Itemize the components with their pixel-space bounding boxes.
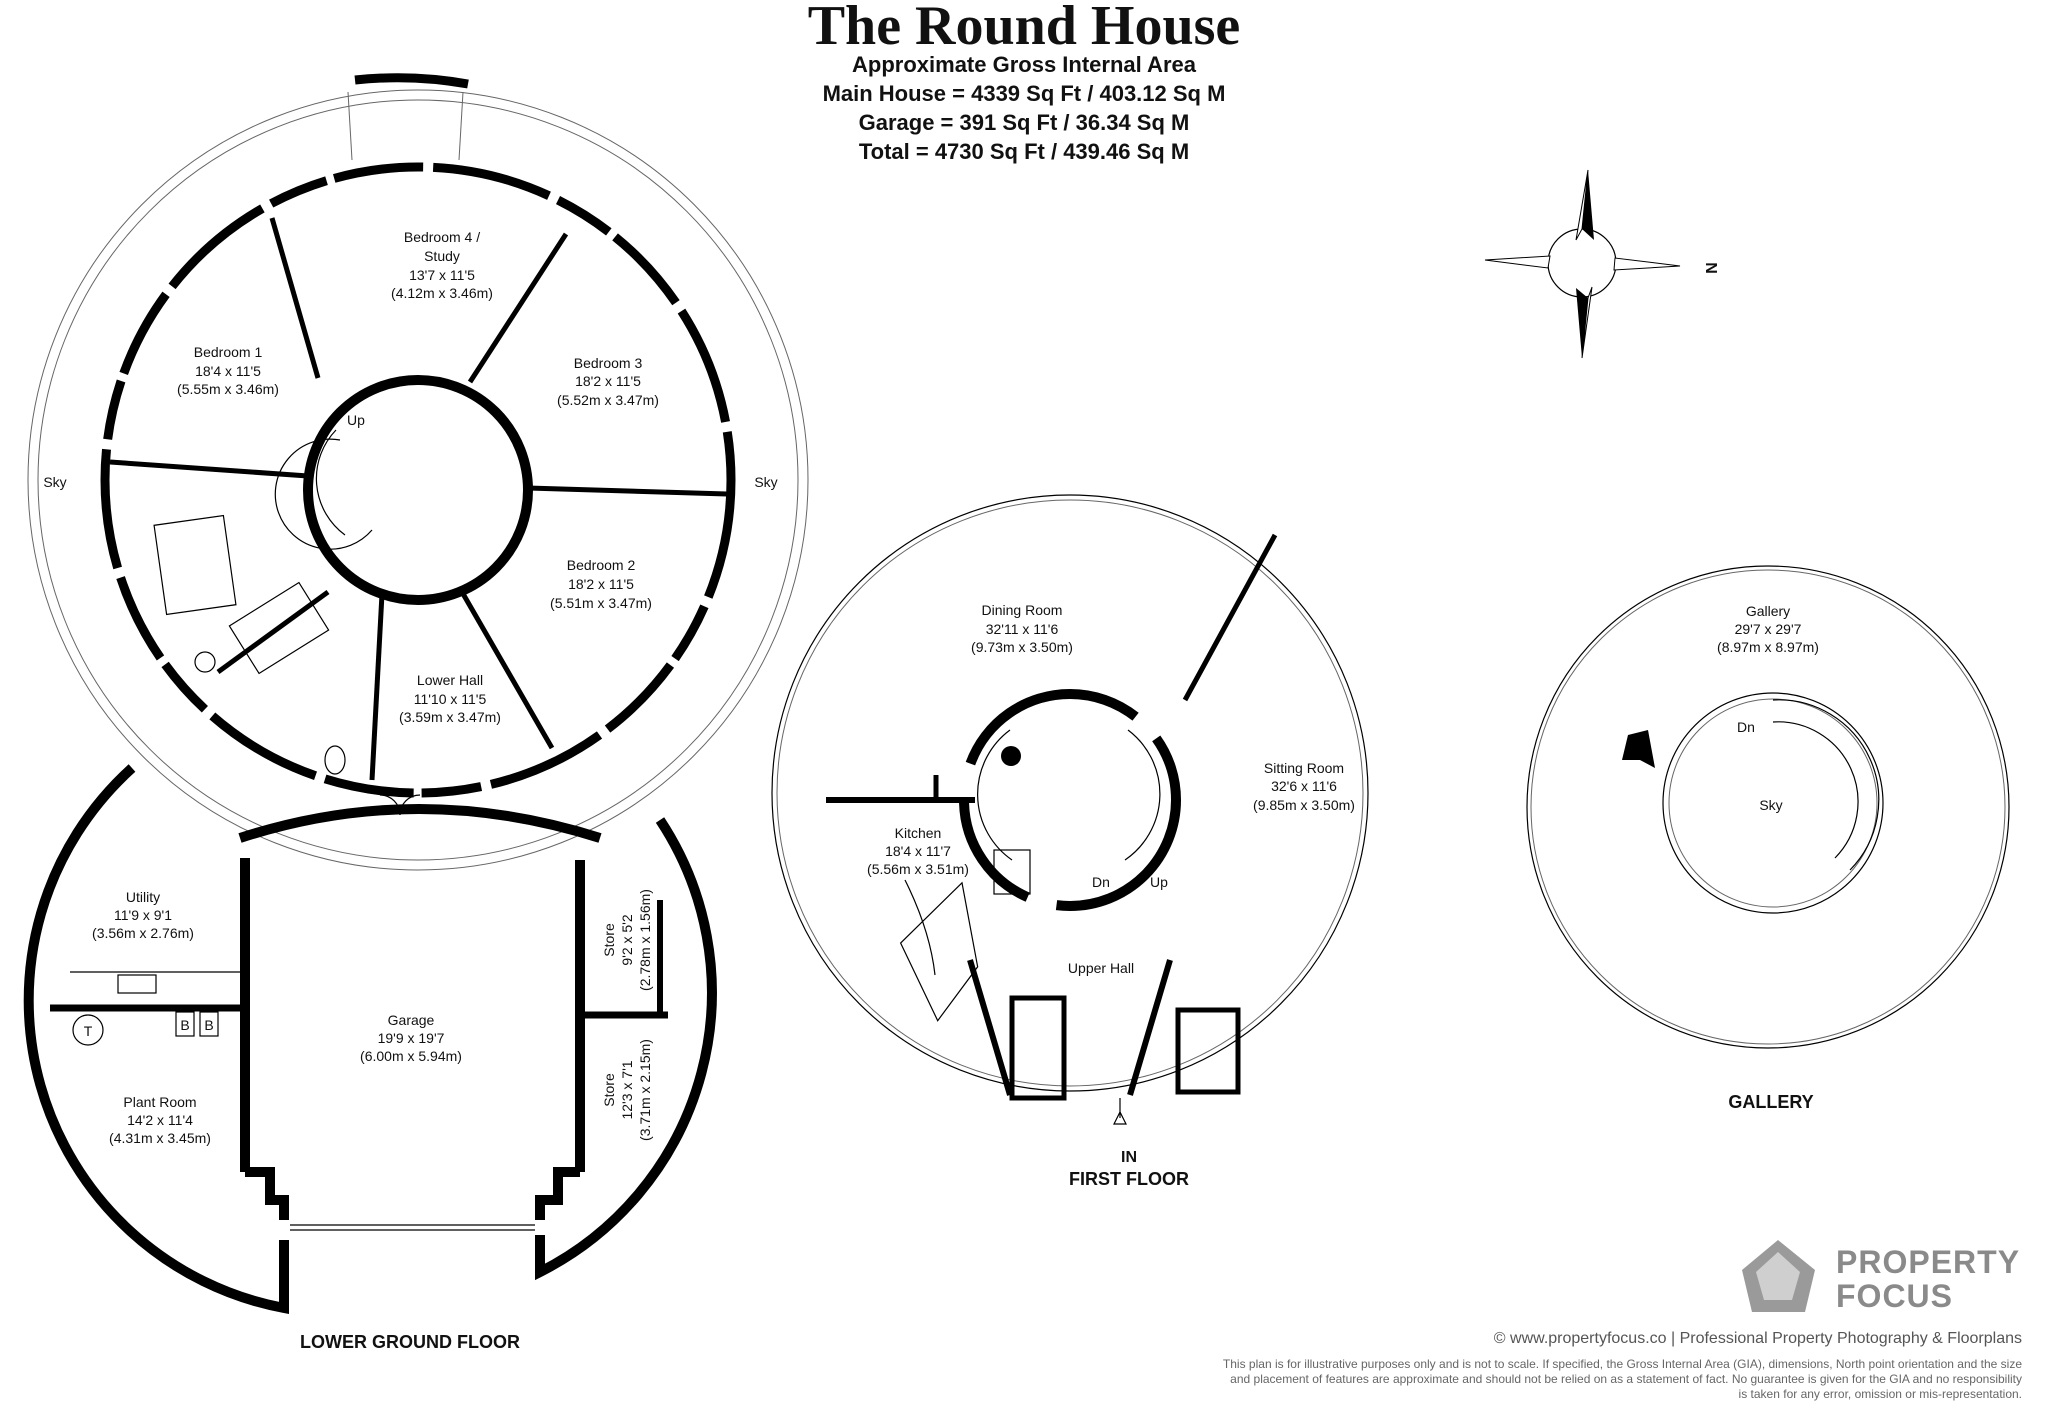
kitchen-imperial: 18'4 x 11'7 (885, 843, 951, 859)
first-floor-plan (772, 495, 1368, 1189)
disclaimer-text: This plan is for illustrative purposes only and is not to scale. If specified, the Gross Internal Area (GIA), dimensions, North point orientation and the size and placement of features are approximate and should not be relied on as a statement of fact. No guarantee is given for the GIA and no responsibility is taken for any error, omission or mis-representation. (1222, 1357, 2022, 1401)
boiler-label-1: B (180, 1017, 190, 1033)
store1-name: Store (601, 923, 617, 957)
area-subtitle: Approximate Gross Internal Area (852, 52, 1196, 77)
bedroom1-metric: (5.55m x 3.46m) (177, 381, 279, 397)
kitchen-metric: (5.56m x 3.51m) (867, 861, 969, 877)
dining-room-name: Dining Room (981, 602, 1063, 618)
bedroom1-imperial: 18'4 x 11'5 (195, 363, 261, 379)
garage-metric: (6.00m x 5.94m) (360, 1048, 462, 1064)
north-label: N (1702, 262, 1719, 274)
dining-room-imperial: 32'11 x 11'6 (985, 621, 1059, 637)
gallery-name: Gallery (1745, 603, 1791, 619)
sitting-room-metric: (9.85m x 3.50m) (1253, 797, 1355, 813)
utility-imperial: 11'9 x 9'1 (113, 907, 173, 923)
sitting-room-name: Sitting Room (1263, 760, 1345, 776)
lower-ground-floor-label: LOWER GROUND FLOOR (300, 1332, 520, 1352)
gallery-plan (1527, 566, 2009, 1112)
page-title: The Round House (807, 0, 1241, 57)
bedroom2-name: Bedroom 2 (566, 557, 636, 573)
lower-hall-imperial: 11'10 x 11'5 (413, 691, 487, 707)
garage-name: Garage (387, 1012, 435, 1028)
dining-room-metric: (9.73m x 3.50m) (971, 639, 1073, 655)
gallery-floor-label: GALLERY (1728, 1092, 1814, 1112)
property-focus-logo (1742, 1240, 1815, 1312)
stair-dn-label: Dn (1092, 874, 1110, 890)
bedroom4-name2: Study (424, 248, 460, 264)
garage-area: Garage = 391 Sq Ft / 36.34 Sq M (858, 110, 1190, 135)
bedroom4-name: Bedroom 4 / (403, 229, 481, 245)
gallery-metric: (8.97m x 8.97m) (1717, 639, 1819, 655)
bedroom3-imperial: 18'2 x 11'5 (575, 373, 641, 389)
compass-icon (1485, 170, 1719, 358)
lower-hall-name: Lower Hall (416, 672, 484, 688)
kitchen-name: Kitchen (894, 825, 942, 841)
utility-name: Utility (125, 889, 161, 905)
bedroom1-name: Bedroom 1 (193, 344, 263, 360)
utility-metric: (3.56m x 2.76m) (92, 925, 194, 941)
plant-room-imperial: 14'2 x 11'4 (127, 1112, 193, 1128)
stair-up-label: Up (347, 412, 365, 428)
stair-up-label-first: Up (1150, 874, 1168, 890)
bedroom4-imperial: 13'7 x 11'5 (409, 267, 475, 283)
gallery-sky-label: Sky (1759, 797, 1783, 813)
brand-line2: FOCUS (1836, 1278, 1953, 1314)
copyright-line: © www.propertyfocus.co | Professional Property Photography & Floorplans (1493, 1330, 2022, 1347)
bedroom2-metric: (5.51m x 3.47m) (550, 595, 652, 611)
bedroom4-metric: (4.12m x 3.46m) (391, 285, 493, 301)
lower-ground-floor-plan (28, 78, 808, 1352)
upper-hall-name: Upper Hall (1067, 960, 1135, 976)
first-floor-label: FIRST FLOOR (1069, 1169, 1189, 1189)
store2-name: Store (601, 1073, 617, 1107)
sky-label-right: Sky (754, 474, 778, 490)
entrance-label: IN (1121, 1149, 1137, 1166)
tank-label: T (83, 1023, 93, 1039)
bedroom3-name: Bedroom 3 (573, 355, 643, 371)
lower-hall-metric: (3.59m x 3.47m) (399, 709, 501, 725)
main-house-area: Main House = 4339 Sq Ft / 403.12 Sq M (822, 81, 1226, 106)
bedroom3-metric: (5.52m x 3.47m) (557, 392, 659, 408)
garage-imperial: 19'9 x 19'7 (377, 1030, 445, 1046)
store2-metric: (3.71m x 2.15m) (637, 1039, 653, 1141)
brand-name (1836, 1245, 2020, 1313)
plant-room-name: Plant Room (123, 1094, 197, 1110)
bedroom2-imperial: 18'2 x 11'5 (568, 576, 634, 592)
total-area: Total = 4730 Sq Ft / 439.46 Sq M (858, 139, 1190, 164)
gallery-imperial: 29'7 x 29'7 (1734, 621, 1802, 637)
sky-label-left: Sky (43, 474, 67, 490)
brand-line1: PROPERTY (1836, 1244, 2021, 1280)
boiler-label-2: B (204, 1017, 214, 1033)
store2-imperial: 12'3 x 7'1 (619, 1060, 635, 1120)
store1-metric: (2.78m x 1.56m) (637, 889, 653, 991)
sitting-room-imperial: 32'6 x 11'6 (1271, 778, 1337, 794)
gallery-dn-label: Dn (1737, 719, 1755, 735)
store1-imperial: 9'2 x 5'2 (619, 914, 635, 966)
plant-room-metric: (4.31m x 3.45m) (109, 1130, 211, 1146)
